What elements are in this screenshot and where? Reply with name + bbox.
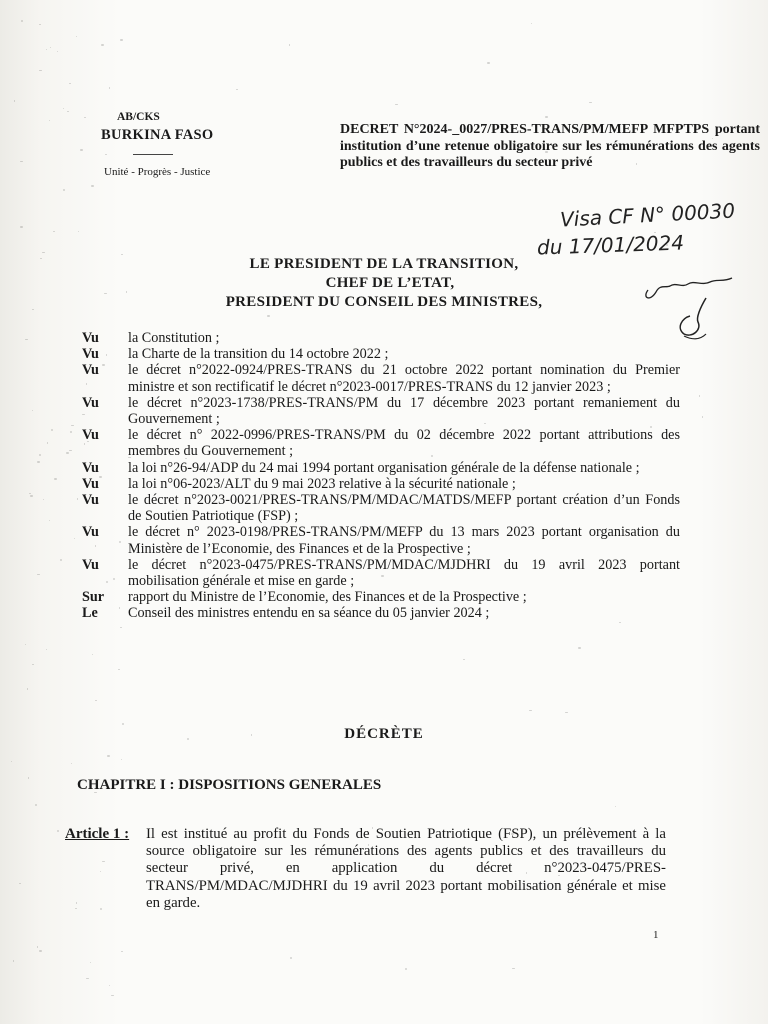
scan-speck: [46, 649, 47, 650]
president-title-line3: PRESIDENT DU CONSEIL DES MINISTRES,: [225, 294, 543, 310]
scan-speck: [109, 985, 110, 986]
scan-speck: [13, 960, 14, 962]
scan-speck: [290, 957, 292, 959]
recital-item: [0, 524, 768, 556]
scan-speck: [122, 723, 124, 725]
scan-speck: [531, 23, 532, 24]
recital-item: [0, 589, 768, 605]
scan-speck: [121, 254, 123, 255]
scan-speck: [100, 908, 102, 910]
recital-keyword: Vu: [82, 427, 99, 444]
scan-speck: [49, 120, 50, 121]
scan-speck: [11, 761, 12, 762]
scan-speck: [32, 664, 34, 665]
recital-text: la Constitution ;: [128, 330, 220, 346]
scan-speck: [101, 44, 104, 46]
recital-text: le décret n°2023-0021/PRES-TRANS/PM/MDAC/MATDS/MEFP portant création d’un Fonds de Soutien Patriotique (FSP) ;: [128, 492, 680, 525]
scan-speck: [121, 759, 122, 760]
scan-speck: [39, 24, 41, 25]
recital-text: le décret n°2022-0924/PRES-TRANS du 21 octobre 2022 portant nomination du Premier ministre et son rectificatif le décret n°2023-0017/PRES-TRANS du 12 janvier 2023 ;: [128, 362, 680, 395]
scan-speck: [28, 777, 29, 779]
recital-keyword: Vu: [82, 330, 99, 346]
handwritten-visa-date: du 17/01/2024: [536, 230, 685, 260]
scan-speck: [53, 231, 55, 232]
scan-speck: [20, 226, 23, 228]
decree-title: DECRET N°2024-_0027/PRES-TRANS/PM/MEFP MFPTPS portant institution d’une retenue obligatoire sur les rémunérations des agents publics et des travailleurs du secteur privé: [340, 122, 760, 170]
header-separator: [133, 154, 173, 155]
recital-text: la loi n°06-2023/ALT du 9 mai 2023 relative à la sécurité nationale ;: [128, 475, 516, 492]
scan-speck: [109, 87, 110, 89]
scan-speck: [27, 688, 28, 690]
chapter-heading: CHAPITRE I : DISPOSITIONS GENERALES: [77, 777, 382, 793]
scan-speck: [100, 871, 101, 872]
scan-speck: [86, 978, 89, 979]
scan-speck: [121, 951, 123, 952]
scan-speck: [21, 20, 23, 22]
recital-keyword: Vu: [82, 524, 99, 541]
recital-item: [0, 330, 768, 346]
scan-speck: [71, 763, 72, 764]
recital-text: le décret n°2023-0475/PRES-TRANS/PM/MDAC/MJDHRI du 19 avril 2023 portant mobilisation générale et mise en garde ;: [128, 556, 680, 590]
scan-speck: [289, 44, 290, 46]
scan-speck: [578, 647, 581, 649]
reference-initials: AB/CKS: [117, 111, 160, 123]
scan-speck: [19, 883, 21, 884]
recital-text: le décret n°2023-1738/PRES-TRANS/PM du 17 décembre 2023 portant remaniement du Gouvernement ;: [128, 394, 680, 428]
scan-speck: [57, 51, 58, 52]
scan-speck: [102, 861, 105, 862]
scan-speck: [75, 908, 77, 909]
recital-text: la loi n°26-94/ADP du 24 mai 1994 portant organisation générale de la défense nationale ;: [128, 459, 640, 476]
scan-speck: [69, 83, 71, 84]
recital-keyword: Vu: [82, 346, 99, 363]
country-name: BURKINA FASO: [101, 127, 214, 143]
recital-keyword: Vu: [82, 492, 99, 509]
recital-keyword: Vu: [82, 394, 99, 411]
scan-speck: [80, 149, 83, 151]
recital-keyword: Vu: [82, 459, 99, 476]
recital-text: rapport du Ministre de l’Economie, des Finances et de la Prospective ;: [128, 589, 527, 606]
scan-speck: [565, 712, 568, 713]
recital-keyword: Vu: [82, 556, 99, 573]
scan-speck: [67, 111, 69, 112]
decrete-heading: DÉCRÈTE: [344, 726, 424, 742]
recital-item: [0, 362, 768, 394]
scan-speck: [236, 89, 238, 90]
scan-speck: [39, 950, 42, 952]
scan-speck: [267, 315, 270, 317]
scan-speck: [107, 755, 110, 757]
scan-speck: [615, 806, 616, 807]
scan-speck: [42, 252, 45, 253]
scan-speck: [63, 189, 65, 191]
recital-item: [0, 476, 768, 492]
scan-speck: [37, 946, 38, 948]
scan-speck: [529, 710, 532, 711]
scan-speck: [405, 968, 407, 970]
scan-speck: [95, 700, 97, 701]
recital-item: [0, 346, 768, 362]
scan-speck: [589, 102, 592, 103]
president-title-line1: LE PRESIDENT DE LA TRANSITION,: [249, 256, 519, 272]
recital-item: [0, 492, 768, 524]
article-1-text: Il est institué au profit du Fonds de Soutien Patriotique (FSP), un prélèvement à la source obligatoire sur les rémunérations des agents publics et des travailleurs du secteur privé, en application du décret n°2023-0475/PRES-TRANS/PM/MDAC/MJDHRI du 19 avril 2023 portant mobilisation générale et mise en garde.: [146, 826, 666, 911]
scan-speck: [90, 962, 91, 963]
scan-speck: [120, 627, 122, 628]
scan-speck: [20, 161, 23, 162]
scan-speck: [35, 804, 37, 806]
scan-speck: [57, 830, 59, 832]
recital-keyword: Sur: [82, 589, 105, 606]
recital-keyword: Vu: [82, 475, 99, 492]
scan-speck: [25, 644, 26, 645]
scan-speck: [76, 36, 77, 37]
recital-keyword: Vu: [82, 362, 99, 379]
scan-speck: [39, 70, 42, 71]
recital-item: [0, 460, 768, 476]
scan-speck: [619, 622, 621, 623]
scan-speck: [92, 654, 93, 655]
scan-speck: [76, 902, 77, 904]
scan-speck: [91, 185, 94, 187]
scan-speck: [118, 669, 120, 670]
recital-keyword: Le: [82, 605, 98, 622]
recital-text: Conseil des ministres entendu en sa séance du 05 janvier 2024 ;: [128, 605, 490, 622]
article-1-label: Article 1 :: [65, 826, 130, 842]
scan-speck: [395, 104, 398, 105]
scan-speck: [46, 49, 47, 50]
scan-speck: [463, 659, 465, 660]
scan-speck: [14, 100, 15, 102]
scan-speck: [487, 62, 490, 64]
recital-item: [0, 605, 768, 621]
recital-text: le décret n° 2023-0198/PRES-TRANS/PM/MEFP du 13 mars 2023 portant organisation du Ministère de l’Economie, des Finances et de la Prospective ;: [128, 524, 680, 557]
scan-speck: [63, 108, 64, 109]
page-number: 1: [653, 929, 659, 941]
national-motto: Unité - Progrès - Justice: [104, 166, 211, 178]
scan-speck: [105, 154, 107, 155]
scan-speck: [84, 117, 86, 118]
recital-text: le décret n° 2022-0996/PRES-TRANS/PM du 02 décembre 2022 portant attributions des membres du Gouvernement ;: [128, 427, 680, 460]
recital-item: [0, 395, 768, 427]
scan-speck: [50, 47, 51, 48]
recital-item: [0, 557, 768, 589]
scan-speck: [120, 39, 123, 41]
president-title-line2: CHEF DE L’ETAT,: [325, 275, 455, 291]
recitals-list: [0, 330, 768, 622]
scan-speck: [111, 995, 114, 996]
handwritten-visa: Visa CF N° 00030: [559, 198, 736, 232]
scan-speck: [512, 968, 515, 969]
scan-speck: [545, 116, 548, 118]
recital-item: [0, 427, 768, 459]
scan-speck: [78, 231, 79, 232]
recital-text: la Charte de la transition du 14 octobre 2022 ;: [128, 346, 389, 363]
